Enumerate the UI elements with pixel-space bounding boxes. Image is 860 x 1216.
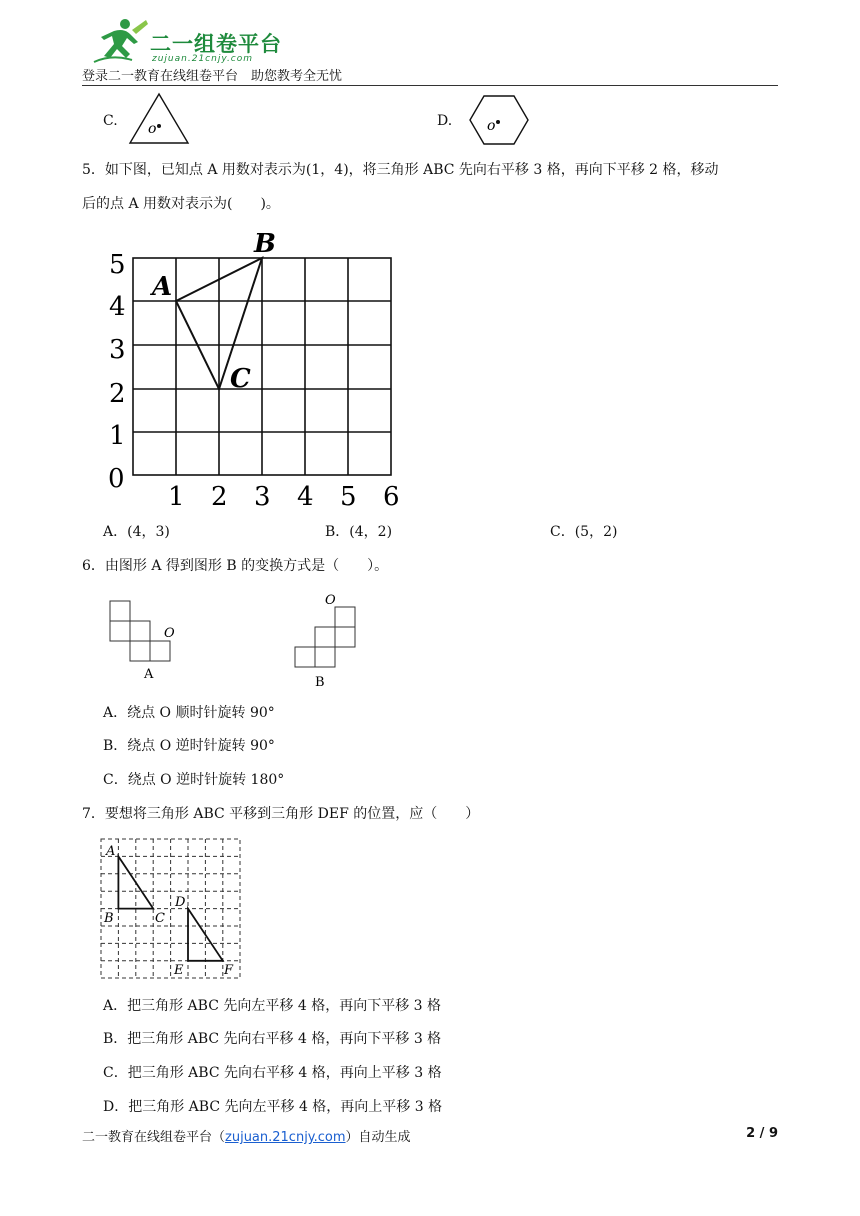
q7-question: 7．要想将三角形 ABC 平移到三角形 DEF 的位置，应（ ） — [82, 806, 480, 822]
q5-point-b-label: B — [254, 229, 276, 259]
runner-logo-icon — [92, 16, 150, 64]
q6-figure-a — [105, 596, 195, 684]
page-number: 2 / 9 — [746, 1126, 778, 1141]
q6-option-c: C．绕点 O 逆时针旋转 180° — [103, 772, 285, 788]
q5-point-c-label: C — [230, 364, 251, 394]
q7-point-c-label: C — [155, 911, 165, 926]
q5-option-c: C．(5，2) — [550, 524, 618, 540]
page-footer — [82, 1126, 778, 1145]
q4-c-center-label: o — [148, 121, 157, 137]
page-header — [0, 0, 860, 90]
header-divider — [82, 85, 778, 86]
q7-point-f-label: F — [224, 963, 234, 978]
q5-question-line2: 后的点 A 用数对表示为( )。 — [82, 196, 280, 212]
q5-x-tick-6: 6 — [383, 482, 400, 512]
q4-option-d-hexagon — [468, 94, 530, 146]
q5-y-tick-1: 1 — [109, 421, 126, 451]
q5-y-tick-3: 3 — [109, 335, 126, 365]
q6-fig-b-label: B — [315, 675, 325, 690]
q6-fig-a-o-label: O — [164, 626, 175, 641]
q4-option-c-label: C. — [103, 113, 118, 129]
brand-url: zujuan.21cnjy.com — [152, 54, 254, 64]
q5-x-tick-0: 0 — [108, 464, 125, 494]
q6-figure-b — [288, 588, 368, 690]
q5-y-tick-4: 4 — [109, 292, 126, 322]
q7-option-b: B．把三角形 ABC 先向右平移 4 格，再向下平移 3 格 — [103, 1031, 442, 1047]
q6-option-b: B．绕点 O 逆时针旋转 90° — [103, 738, 275, 754]
footer-prefix: 二一教育在线组卷平台（ — [82, 1130, 226, 1145]
q6-question: 6．由图形 A 得到图形 B 的变换方式是（ ）。 — [82, 558, 389, 574]
q5-question-line1: 5．如下图，已知点 A 用数对表示为(1，4)，将三角形 ABC 先向右平移 3 格，再向下平移 2 格，移动 — [82, 162, 719, 178]
q6-fig-b-o-label: O — [325, 593, 336, 608]
q6-option-a: A．绕点 O 顺时针旋转 90° — [103, 705, 275, 721]
q7-point-a-label: A — [106, 844, 116, 859]
q5-y-tick-2: 2 — [109, 379, 126, 409]
q7-point-b-label: B — [104, 911, 114, 926]
brand-name: 二一组卷平台 — [150, 32, 282, 56]
q7-point-d-label: D — [175, 895, 186, 910]
q7-option-a: A．把三角形 ABC 先向左平移 4 格，再向下平移 3 格 — [103, 998, 441, 1014]
header-slogan: 登录二一教育在线组卷平台 助您教考全无忧 — [82, 69, 343, 84]
q5-x-tick-5: 5 — [340, 482, 357, 512]
footer-link[interactable]: zujuan.21cnjy.com — [225, 1130, 346, 1145]
q5-x-tick-1: 1 — [168, 482, 185, 512]
q5-point-a-label: A — [152, 272, 173, 302]
q7-triangle-abc — [118, 856, 153, 908]
q5-option-b: B．(4，2) — [325, 524, 393, 540]
q5-x-tick-3: 3 — [254, 482, 271, 512]
q7-grid-figure — [100, 838, 242, 980]
q6-fig-a-label: A — [144, 667, 154, 682]
footer-suffix: ）自动生成 — [345, 1130, 411, 1145]
q4-option-d-label: D. — [437, 113, 453, 129]
q7-point-e-label: E — [174, 963, 184, 978]
q5-grid-figure — [100, 225, 420, 515]
q5-y-tick-5: 5 — [109, 250, 126, 280]
q7-option-c: C．把三角形 ABC 先向右平移 4 格，再向上平移 3 格 — [103, 1065, 442, 1081]
q5-x-tick-4: 4 — [297, 482, 314, 512]
q4-option-c-triangle — [128, 92, 190, 146]
q4-d-center-label: o — [487, 118, 496, 134]
q5-x-tick-2: 2 — [211, 482, 228, 512]
q7-option-d: D．把三角形 ABC 先向左平移 4 格，再向上平移 3 格 — [103, 1099, 443, 1115]
q5-option-a: A．(4，3) — [103, 524, 170, 540]
